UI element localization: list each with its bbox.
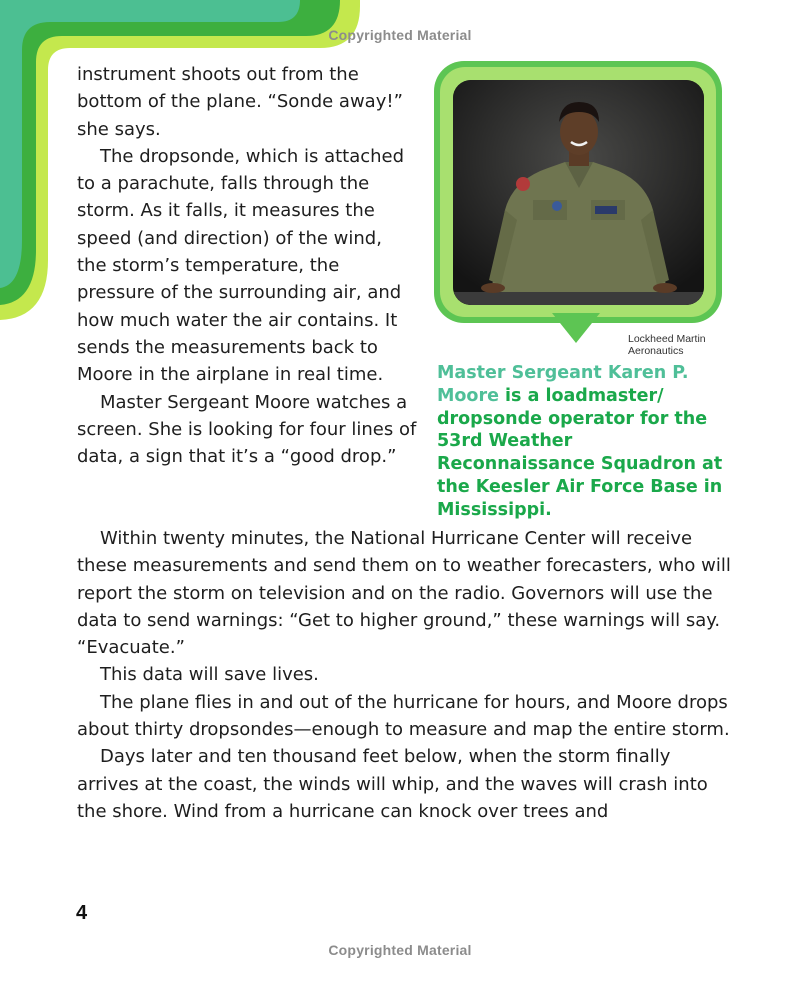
caption-name: Master Sergeant Karen P. Moore bbox=[437, 363, 689, 406]
portrait-photo bbox=[453, 80, 704, 305]
speech-pointer bbox=[552, 313, 600, 343]
paragraph: Within twenty minutes, the National Hurricane Center will receive these measurements and send them on to weather forecasters, who will report the storm on television and on the radio. Governors will use the data to send warnings: “Get to higher ground,” these warnings will say. “Evacuate.” bbox=[77, 528, 731, 659]
full-width-text bbox=[77, 525, 737, 825]
photo-credit: Lockheed Martin Aeronautics bbox=[628, 333, 706, 357]
watermark-bottom: Copyrighted Material bbox=[328, 942, 472, 958]
paragraph: The dropsonde, which is attached to a parachute, falls through the storm. As it falls, it measures the speed (and direction) of the wind, the storm’s temperature, the pressure of the surrounding air, and how much water the air contains. It sends the measurements back to Moore in the airplane in real time. bbox=[77, 145, 405, 386]
paragraph: instrument shoots out from the bottom of the plane. “Sonde away!” she says. bbox=[77, 64, 403, 140]
photo-caption bbox=[437, 362, 727, 522]
paragraph: This data will save lives. bbox=[100, 664, 319, 686]
portrait-image bbox=[453, 80, 704, 305]
paragraph: Master Sergeant Moore watches a screen. She is looking for four lines of data, a sign that it’s a “good drop.” bbox=[77, 391, 417, 468]
paragraph: Days later and ten thousand feet below, when the storm finally arrives at the coast, the winds will whip, and the waves will crash into the shore. Wind from a hurricane can knock over trees and bbox=[77, 746, 708, 822]
paragraph: The plane flies in and out of the hurricane for hours, and Moore drops about thirty dropsondes—enough to measure and map the entire storm. bbox=[77, 691, 730, 741]
caption-text: is a loadmaster/ dropsonde operator for the 53rd Weather Reconnaissance Squadron at the Keesler Air Force Base in Mississippi. bbox=[437, 385, 723, 520]
column-text bbox=[77, 61, 417, 470]
watermark-top: Copyrighted Material bbox=[328, 27, 472, 43]
page-number: 4 bbox=[76, 902, 88, 924]
